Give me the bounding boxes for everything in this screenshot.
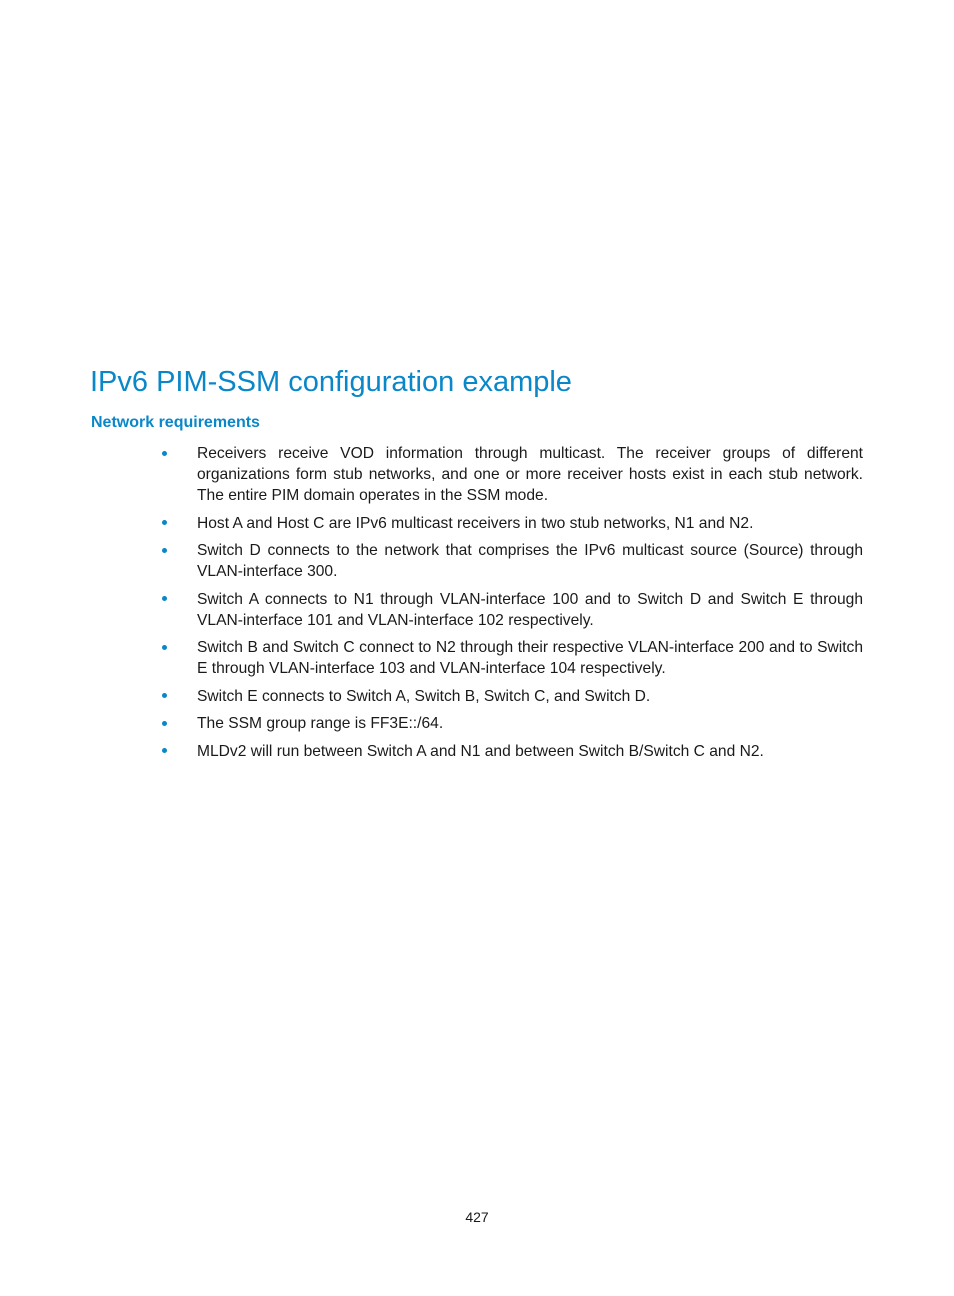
bullet-icon — [162, 451, 167, 456]
bullet-icon — [162, 693, 167, 698]
list-item — [160, 637, 863, 679]
subsection-title: Network requirements — [91, 414, 260, 431]
bullet-icon — [162, 721, 167, 726]
list-item-text: Host A and Host C are IPv6 multicast receivers in two stub networks, N1 and N2. — [197, 514, 754, 532]
page-number: 427 — [465, 1209, 489, 1225]
list-item-text: MLDv2 will run between Switch A and N1 and between Switch B/Switch C and N2. — [197, 742, 764, 760]
section-title: IPv6 PIM-SSM configuration example — [90, 366, 572, 398]
bullet-icon — [162, 520, 167, 525]
list-item-text: Switch E connects to Switch A, Switch B, Switch C, and Switch D. — [197, 687, 651, 705]
bullet-icon — [162, 548, 167, 553]
bullet-icon — [162, 748, 167, 753]
list-item — [160, 589, 863, 631]
list-item — [160, 713, 863, 734]
bullet-icon — [162, 645, 167, 650]
list-item — [160, 741, 863, 762]
list-item-text: Switch D connects to the network that comprises the IPv6 multicast source (Source) through VLAN-interface 300. — [197, 542, 863, 580]
list-item — [160, 686, 863, 707]
requirements-list — [160, 443, 863, 768]
list-item-text: Switch A connects to N1 through VLAN-interface 100 and to Switch D and Switch E through VLAN-interface 101 and VLAN-interface 102 respectively. — [197, 590, 863, 629]
list-item-text: Receivers receive VOD information through multicast. The receiver groups of different organizations form stub networks, and one or more receiver hosts exist in each stub network. The entire PIM domain operates in the SSM mode. — [197, 445, 863, 504]
list-item — [160, 443, 863, 506]
list-item-text: The SSM group range is FF3E::/64. — [197, 715, 444, 732]
list-item-text: Switch B and Switch C connect to N2 through their respective VLAN-interface 200 and to Switch E through VLAN-interface 103 and VLAN-interface 104 respectively. — [197, 639, 863, 677]
list-item — [160, 540, 863, 582]
list-item — [160, 513, 863, 534]
bullet-icon — [162, 596, 167, 601]
